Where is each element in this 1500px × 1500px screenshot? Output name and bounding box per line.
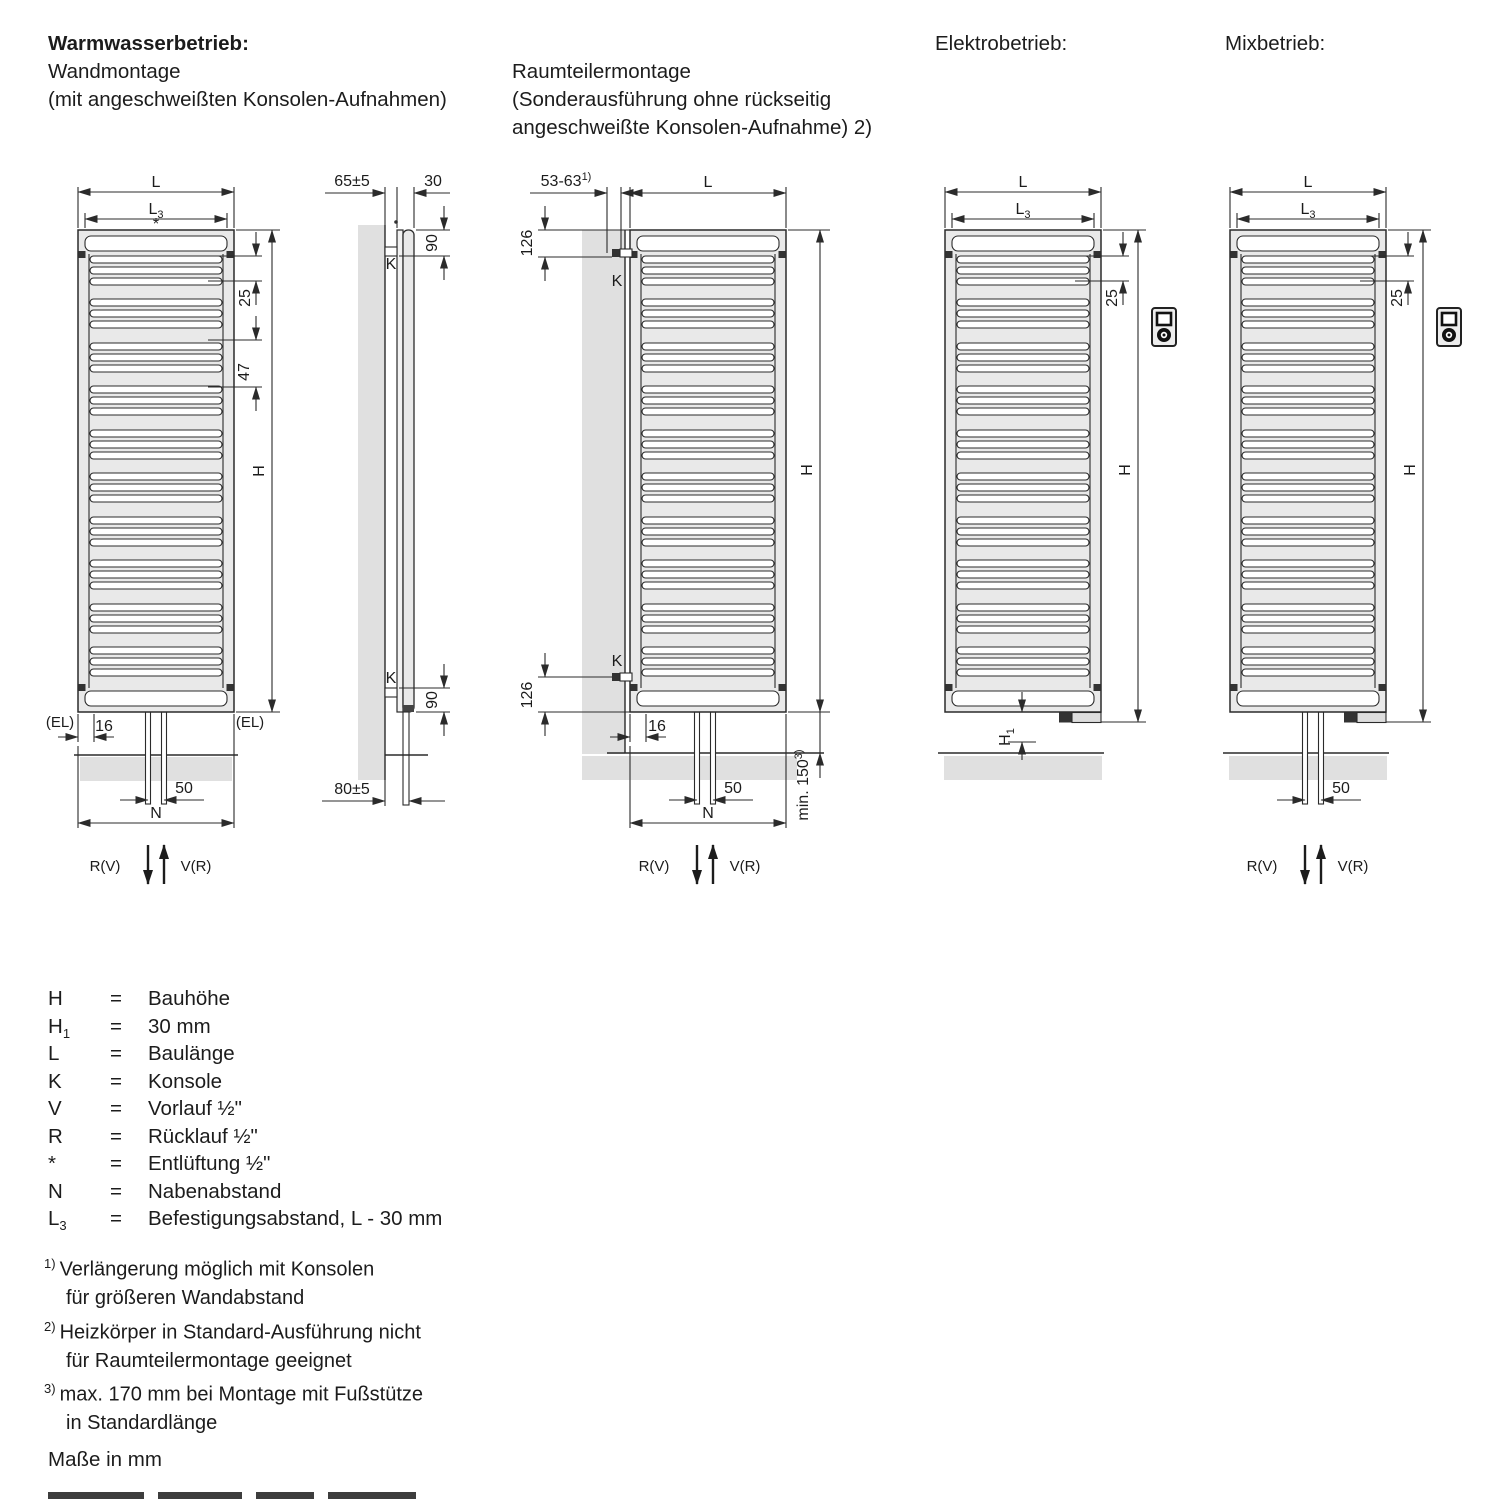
pipe-return-3	[1303, 712, 1308, 804]
supply-flow-label-3: V(R)	[1337, 858, 1369, 875]
konsole-arm-bottom	[620, 673, 632, 681]
dim-label-30: 30	[424, 173, 442, 190]
el-label-right: (EL)	[235, 714, 265, 731]
return-flow-label-2: R(V)	[638, 858, 670, 875]
footnote-3: $^{3)}$ max. 170 mm bei Montage mit Fußstütze in Standardlänge	[44, 1381, 424, 1435]
dim-label-80: 80±5	[334, 781, 370, 798]
diagram-mixbetrieb	[1223, 174, 1461, 884]
header-warmwasser-sub1: Wandmontage	[48, 60, 181, 83]
konsole-label-top: K	[385, 256, 397, 273]
dim-label-h1: $H_1$	[997, 728, 1017, 746]
legend-row: H = Bauhöhe	[48, 987, 231, 1010]
legend	[48, 985, 442, 1233]
dim-80	[322, 780, 445, 806]
dim-label-min150: min. 150$^{3)}$	[793, 749, 812, 821]
dim-label-n: N	[150, 805, 162, 822]
konsole-anchor-top	[612, 249, 620, 257]
header-raumteiler-line2: (Sonderausführung ohne rückseitig	[512, 88, 832, 111]
header-elektrobetrieb: Elektrobetrieb:	[935, 32, 1068, 55]
legend-row: N = Nabenabstand	[48, 1179, 282, 1203]
supply-flow-label-2: V(R)	[729, 858, 761, 875]
konsole-label-bottom: K	[385, 670, 397, 687]
dim-label-h: H	[251, 465, 268, 477]
flow-arrows	[90, 845, 212, 884]
dim-label-126-bottom: 126	[519, 681, 536, 709]
legend-row: K = Konsole	[48, 1069, 223, 1093]
pipe-side	[403, 712, 409, 805]
dim-L3-4	[1237, 201, 1379, 228]
dim-label-50-2: 50	[724, 780, 742, 797]
control-unit-icon-2	[1437, 308, 1461, 346]
legend-row: L = Baulänge	[48, 1042, 235, 1065]
dim-label-25-4: 25	[1389, 289, 1406, 307]
konsole-bracket-top	[385, 247, 397, 256]
pipe-return-2	[695, 712, 700, 804]
legend-row: * = Entlüftung ½"	[48, 1152, 271, 1175]
diagram-seitenansicht	[322, 173, 450, 806]
dim-H-2	[788, 230, 830, 712]
dim-label-90-top: 90	[424, 234, 441, 252]
return-flow-label: R(V)	[89, 858, 121, 875]
flow-arrows-3	[1247, 845, 1369, 884]
dim-label-47: 47	[236, 363, 253, 381]
konsole-arm-top	[620, 249, 632, 257]
electric-element-body-2	[1357, 713, 1386, 723]
dim-65-30	[325, 173, 450, 228]
pipe-return	[146, 712, 151, 804]
radiator-front	[78, 230, 234, 712]
diagram-wandmontage	[46, 174, 280, 884]
dim-label-90-bottom: 90	[424, 691, 441, 709]
control-unit-icon	[1152, 308, 1176, 346]
pipe-supply-2	[711, 712, 716, 804]
header-warmwasser-sub2: (mit angeschweißten Konsolen-Aufnahmen)	[48, 88, 447, 111]
konsole-bracket-bottom	[385, 688, 397, 697]
dim-label-l-2: L	[703, 174, 713, 191]
cropped-text-artifact	[48, 1492, 428, 1500]
dim-label-l3: $L_3$	[148, 201, 164, 221]
pipe-supply	[162, 712, 167, 804]
dim-label-16: 16	[95, 718, 113, 735]
dim-label-l: L	[151, 174, 161, 191]
dim-label-l-4: L	[1303, 174, 1313, 191]
dim-label-l3-4: $L_3$	[1300, 201, 1316, 221]
header-raumteiler-line3: angeschweißte Konsolen-Aufnahme) 2)	[512, 116, 873, 139]
pipe-supply-3	[1319, 712, 1324, 804]
diagram-raumteilermontage	[519, 171, 830, 884]
vent-star-mark: *	[152, 216, 160, 233]
footnotes	[44, 1250, 423, 1438]
dim-label-50: 50	[175, 780, 193, 797]
dim-min150	[793, 712, 820, 821]
electric-element-plug-2	[1344, 713, 1357, 723]
profile-bottom-cap	[403, 705, 414, 712]
diagram-elektrobetrieb	[938, 174, 1176, 780]
supply-flow-label: V(R)	[180, 858, 212, 875]
radiator-front-2	[630, 230, 786, 712]
radiator-front-4	[1230, 230, 1386, 712]
legend-row: $H_1 = 30$ mm	[48, 1014, 211, 1041]
units-note: Maße in mm	[48, 1448, 162, 1471]
radiator-front-3	[945, 230, 1101, 712]
wall-hatch	[358, 225, 385, 780]
dim-label-25: 25	[237, 289, 254, 307]
dim-label-n-2: N	[702, 805, 714, 822]
floor-hatch-3	[944, 756, 1102, 780]
el-label-left: (EL)	[45, 714, 75, 731]
dim-label-25-3: 25	[1104, 289, 1121, 307]
return-flow-label-3: R(V)	[1246, 858, 1278, 875]
legend-row: R = Rücklauf ½"	[48, 1124, 258, 1148]
header-raumteiler-line1: Raumteilermontage	[512, 60, 691, 83]
radiator-profile	[403, 230, 414, 712]
footnote-2: $^{2)}$ Heizkörper in Standard-Ausführung nicht für Raumteilermontage geeignet	[44, 1318, 421, 1372]
header-warmwasser-title: Warmwasserbetrieb:	[48, 32, 249, 55]
dim-label-53-63: 53-63$^{1)}$	[540, 171, 592, 190]
dim-label-h-3: H	[1117, 464, 1134, 476]
radiator-rear-rail	[397, 230, 403, 712]
konsole-label-bottom-2: K	[611, 653, 623, 670]
dim-label-h-2: H	[799, 464, 816, 476]
floor-hatch-2	[582, 756, 797, 780]
dim-label-126-top: 126	[519, 229, 536, 257]
header-mixbetrieb: Mixbetrieb:	[1225, 32, 1326, 55]
konsole-label-top-2: K	[611, 273, 623, 290]
dim-label-h-4: H	[1402, 464, 1419, 476]
dim-label-50-3: 50	[1332, 780, 1350, 797]
konsole-anchor-bottom	[612, 673, 620, 681]
dim-label-65: 65±5	[334, 173, 370, 190]
dim-label-16-2: 16	[648, 718, 666, 735]
legend-row: V = Vorlauf ½"	[48, 1097, 242, 1120]
electric-element-body	[1072, 713, 1101, 723]
flow-arrows-2	[639, 845, 761, 884]
dim-L3-3	[952, 201, 1094, 228]
legend-row: $L_3$ = Befestigungsabstand, L - 30 mm	[48, 1207, 443, 1234]
footnote-1: $^{1)}$ Verlängerung möglich mit Konsolen für größeren Wandabstand	[44, 1256, 375, 1310]
dim-label-l-3: L	[1018, 174, 1028, 191]
electric-element-plug	[1059, 713, 1072, 723]
dim-L-2	[630, 174, 786, 228]
dim-label-l3-3: $L_3$	[1015, 201, 1031, 221]
floor-hatch	[80, 757, 232, 781]
